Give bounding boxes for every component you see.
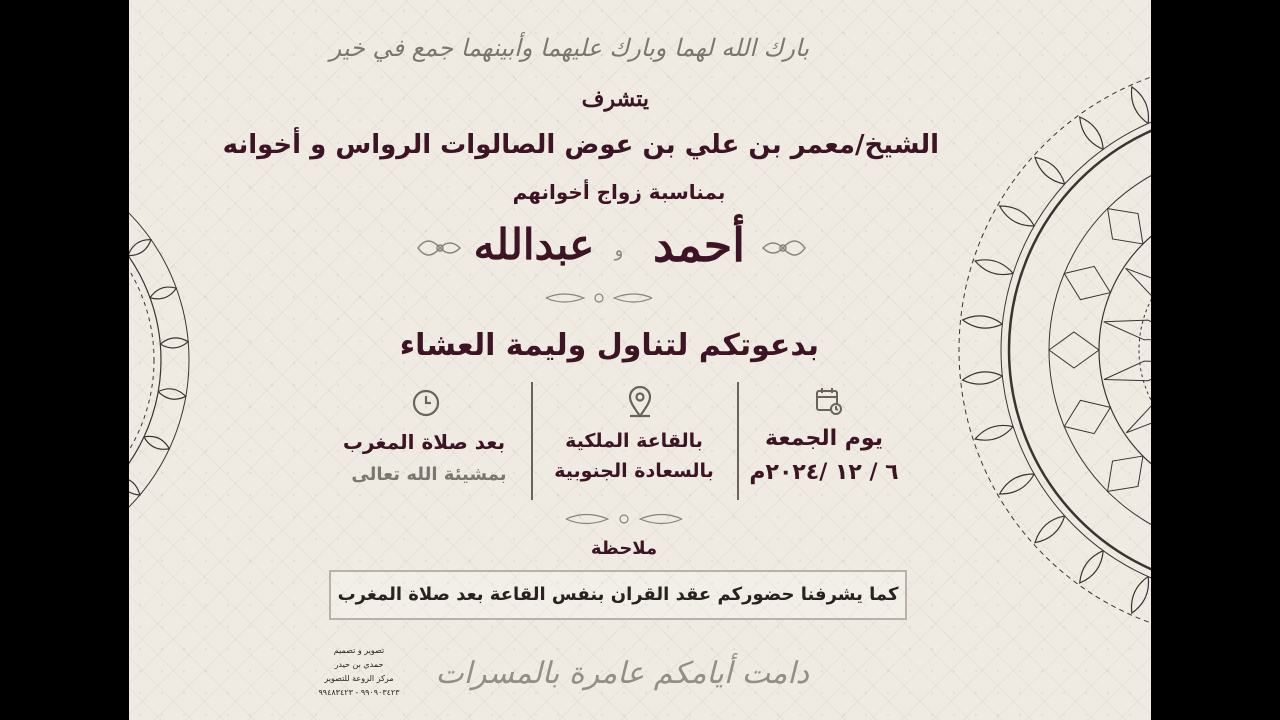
invitation-card: [129, 0, 1151, 720]
location-pin-icon: [626, 386, 654, 420]
right-flourish-ornament: [757, 228, 809, 268]
note-box: [329, 570, 907, 620]
time-line2: بمشيئة الله تعالى: [351, 464, 507, 485]
grooms-connector: و: [614, 240, 624, 261]
right-mandala-ornament: [909, 40, 1151, 660]
note-title: ملاحظة: [590, 538, 658, 559]
event-date: ٦ / ١٢ /٢٠٢٤م: [749, 460, 899, 485]
name-divider-ornament: [544, 290, 654, 306]
credit-line2: حمدي بن حيدر: [334, 660, 384, 669]
left-flourish-ornament: [414, 228, 466, 268]
credit-line4: ٩٩٠٩٠٣٤٢٣ - ٩٩٤٨٣٤٢٣: [318, 688, 400, 697]
groom-first-name: أحمد: [653, 218, 745, 272]
calendar-icon: [815, 386, 843, 416]
time-line1: بعد صلاة المغرب: [342, 430, 506, 454]
credit-line1: تصوير و تصميم: [333, 646, 385, 655]
clock-icon: [411, 388, 441, 418]
groom-second-name: عبدالله: [473, 220, 595, 269]
note-divider-ornament: [564, 510, 684, 528]
event-day: يوم الجمعة: [764, 426, 883, 451]
note-text: كما يشرفنا حضوركم عقد القران بنفس القاعة بعد صلاة المغرب: [337, 584, 899, 605]
occasion-text: بمناسبة زواج أخوانهم: [512, 180, 726, 204]
venue-line1: بالقاعة الملكية: [565, 430, 703, 452]
venue-line2: بالسعادة الجنوبية: [554, 460, 714, 482]
details-divider-left: [531, 382, 533, 500]
honored-heading: يتشرف: [581, 86, 649, 112]
blessing-text: بارك الله لهما وبارك عليهما وأبينهما جمع في خير: [329, 34, 809, 62]
closing-blessing: دامت أيامكم عامرة بالمسرات: [435, 656, 809, 691]
credit-line3: مركز الروعة للتصوير: [324, 674, 394, 683]
invitation-heading: بدعوتكم لتناول وليمة العشاء: [399, 328, 819, 363]
host-name: الشيخ/معمر بن علي بن عوض الصالوات الرواس و أخوانه: [222, 130, 939, 160]
left-mandala-ornament: [129, 120, 249, 600]
